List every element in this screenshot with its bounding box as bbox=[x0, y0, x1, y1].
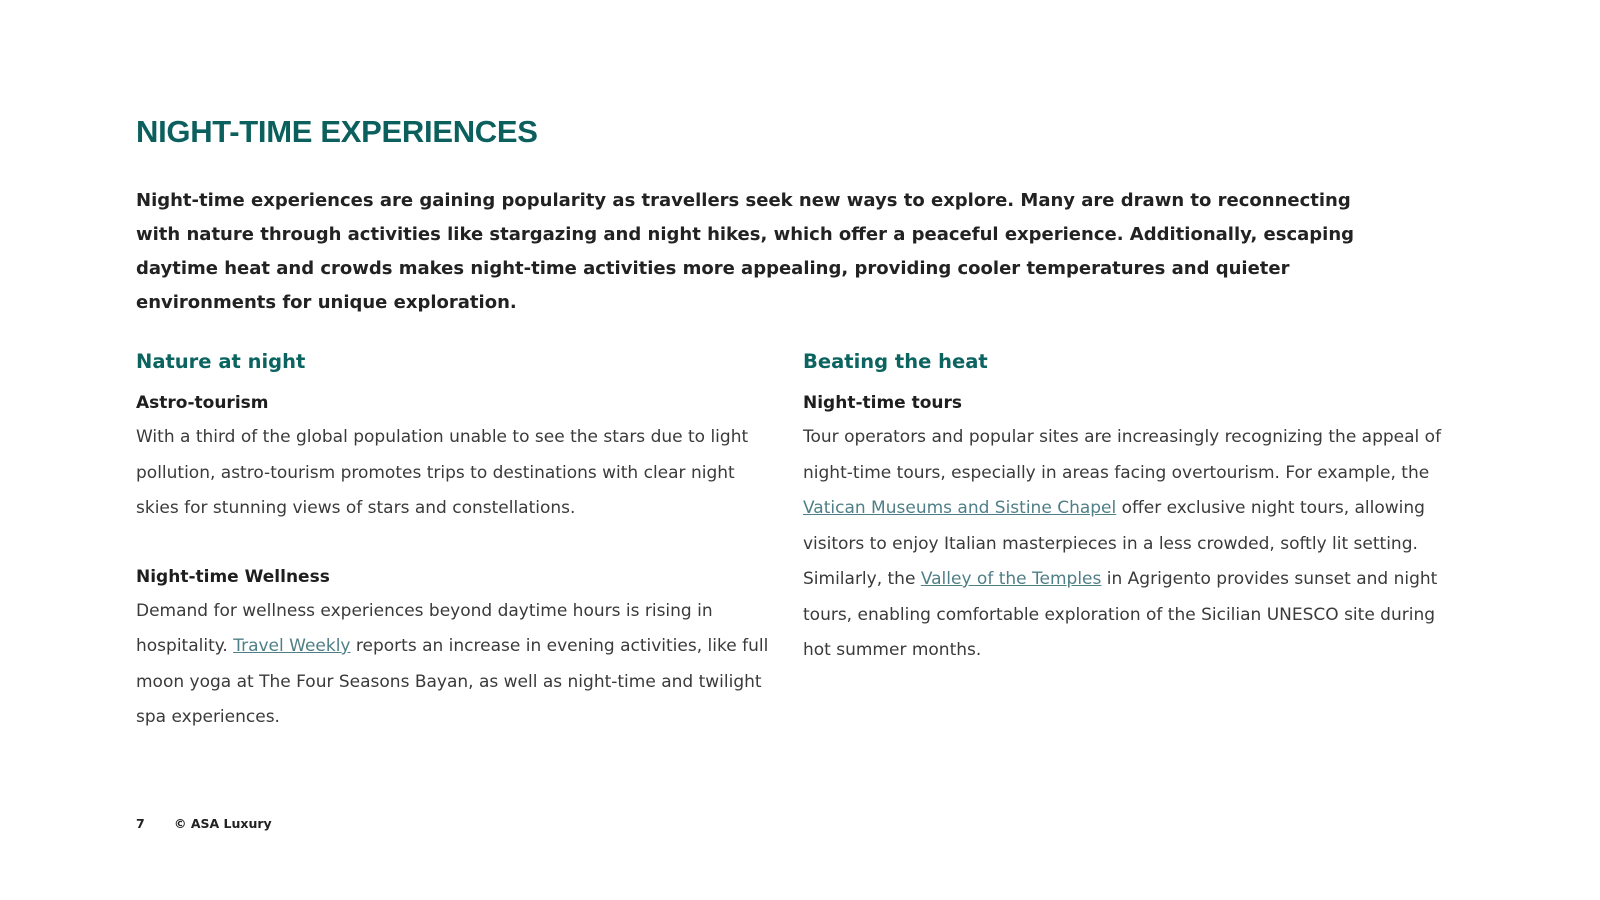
section-heading: Beating the heat bbox=[803, 350, 988, 373]
subheading-night-time-tours: Night-time tours bbox=[803, 393, 963, 413]
text: offer exclusive night tours, allowing visitors to enjoy Italian masterpieces in a less crowded, softly lit setting. Similarly, the bbox=[803, 498, 1425, 589]
section-heading: Nature at night bbox=[136, 350, 306, 373]
text: Demand for wellness experiences beyond daytime hours is rising in hospitality. bbox=[136, 600, 713, 656]
subheading-night-time-wellness: Night-time Wellness bbox=[136, 566, 330, 587]
text: reports an increase in evening activities, like full moon yoga at The Four Seasons Bayan, as well as night-time and twilight spa experiences. bbox=[136, 636, 769, 727]
vatican-museums-link[interactable]: Vatican Museums and Sistine Chapel bbox=[803, 498, 1117, 518]
text: Tour operators and popular sites are increasingly recognizing the appeal of night-time tours, especially in areas facing overtourism. For example, the bbox=[803, 427, 1442, 483]
subheading-astro-tourism: Astro-tourism bbox=[136, 393, 269, 413]
footer bbox=[136, 816, 272, 831]
copyright: © ASA Luxury bbox=[174, 816, 272, 831]
beating-the-heat-column bbox=[803, 346, 1443, 669]
astro-tourism-text: With a third of the global population unable to see the stars due to light pollution, astro-tourism promotes trips to destinations with clear night skies for stunning views of stars and constellations. bbox=[136, 427, 749, 518]
valley-of-temples-link[interactable]: Valley of the Temples bbox=[920, 569, 1102, 589]
page-title: NIGHT-TIME EXPERIENCES bbox=[136, 114, 538, 149]
page-number: 7 bbox=[136, 816, 145, 831]
night-tours-text bbox=[803, 420, 1443, 669]
intro-paragraph: Night-time experiences are gaining popularity as travellers seek new ways to explore. Many are drawn to reconnecting with nature through activities like stargazing and night hikes, which offer a peaceful experience. Additionally, escaping daytime heat and crowds makes night-time activities more appealing, providing cooler temperatures and quieter environments for unique exploration. bbox=[136, 190, 1355, 313]
wellness-text bbox=[136, 594, 776, 736]
travel-weekly-link[interactable]: Travel Weekly bbox=[233, 636, 351, 656]
nature-at-night-column bbox=[136, 346, 776, 736]
text: in Agrigento provides sunset and night tours, enabling comfortable exploration of the Sicilian UNESCO site during hot summer months. bbox=[803, 569, 1438, 660]
